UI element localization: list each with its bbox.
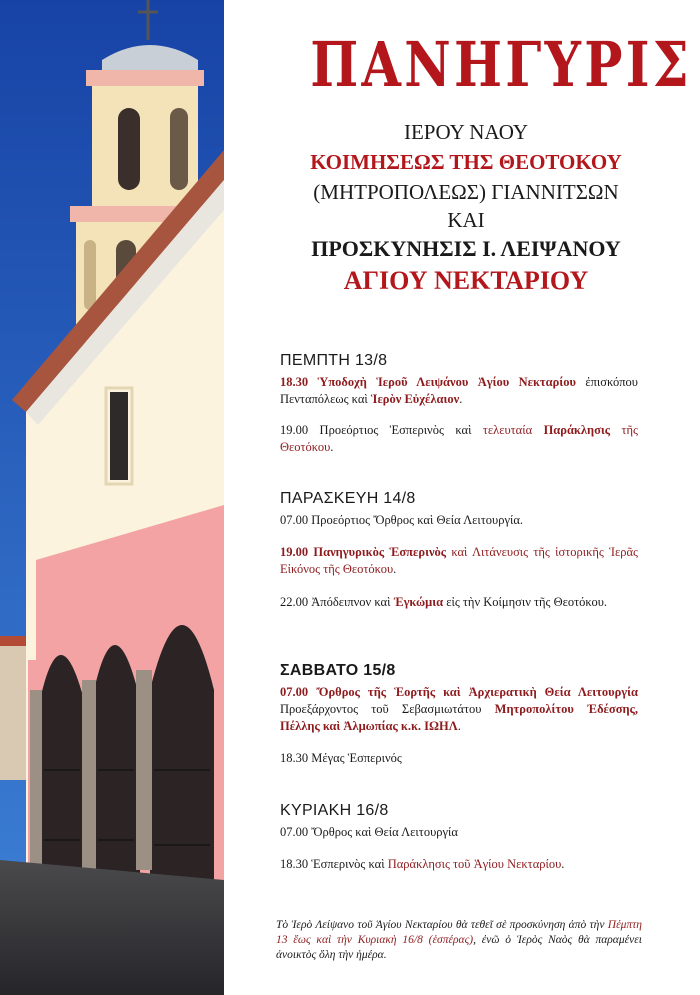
event-friday-1: 07.00 Προεόρτιος Ὄρθρος καὶ Θεία Λειτουργία. (280, 513, 524, 527)
heading-line-4: ΚΑΙ (447, 208, 485, 232)
event-saturday-1: 07.00 Ὄρθρος τῆς Ἑορτῆς καὶ Ἀρχιερατικὴ Θεία Λειτουργία Προεξάρχοντος τοῦ Σεβασμιωτάτου Μητροπολίτου Ἐδέσσης, Πέλλης καὶ Ἀλμωπίας κ.κ. ΙΩΗΛ. (280, 685, 638, 733)
heading-line-1: ΙΕΡΟΥ ΝΑΟΥ (403, 120, 528, 144)
event-thursday-1: 18.30 Ὑποδοχὴ Ἱεροῦ Λειψάνου Ἁγίου Νεκταρίου ἐπισκόπου Πενταπόλεως καὶ Ἱερὸν Εὐχέλαιον. (280, 375, 639, 406)
event-friday-2: 19.00 Πανηγυρικὸς Ἑσπερινὸς καὶ Λιτάνευσις τῆς ἱστορικῆς Ἱερᾶς Εἰκόνος τῆς Θεοτόκου. (280, 545, 638, 576)
heading-line-5: ΠΡΟΣΚΥΝΗΣΙΣ Ι. ΛΕΙΨΑΝΟΥ (311, 236, 621, 261)
day-heading-thursday: ΠΕΜΠΤΗ 13/8 (280, 352, 388, 369)
event-sunday-1: 07.00 Ὄρθρος καὶ Θεία Λειτουργία (280, 825, 458, 839)
event-saturday-2: 18.30 Μέγας Ἑσπερινός (280, 751, 402, 765)
event-sunday-2: 18.30 Ἑσπερινὸς καὶ Παράκλησις τοῦ Ἁγίου Νεκταρίου. (280, 857, 565, 871)
event-friday-3: 22.00 Ἀπόδειπνον καὶ Ἐγκώμια εἰς τὴν Κοίμησιν τῆς Θεοτόκου. (280, 595, 608, 609)
day-heading-saturday: ΣΑΒΒΑΤΟ 15/8 (280, 662, 396, 679)
event-thursday-2: 19.00 Προεόρτιος Ἑσπερινὸς καὶ τελευταία Παράκλησις τῆς Θεοτόκου. (280, 423, 638, 454)
heading-line-3: (ΜΗΤΡΟΠΟΛΕΩΣ) ΓΙΑΝΝΙΤΣΩΝ (313, 180, 619, 204)
poster-content (236, 0, 696, 995)
heading-line-6: ΑΓΙΟΥ ΝΕΚΤΑΡΙΟΥ (343, 266, 589, 295)
relic-note: Τὸ Ἱερὸ Λείψανο τοῦ Ἁγίου Νεκταρίου θὰ τεθεῖ σὲ προσκύνηση ἀπὸ τὴν Πέμπτη 13 ἕως καὶ τὴν Κυριακὴ 16/8 (ἑσπέρας), ἐνῶ ὁ Ἱερὸς Ναὸς θὰ παραμένει ἀνοικτὸς ὅλη τὴν ἡμέρα. (276, 919, 642, 961)
poster-title: ΠΑΝΗΓΥΡΙΣ (310, 28, 693, 101)
church-photo (0, 0, 224, 995)
day-heading-sunday: ΚΥΡΙΑΚΗ 16/8 (280, 802, 389, 819)
day-heading-friday: ΠΑΡΑΣΚΕΥΗ 14/8 (280, 490, 416, 507)
heading-line-2: ΚΟΙΜΗΣΕΩΣ ΤΗΣ ΘΕΟΤΟΚΟΥ (310, 150, 622, 174)
